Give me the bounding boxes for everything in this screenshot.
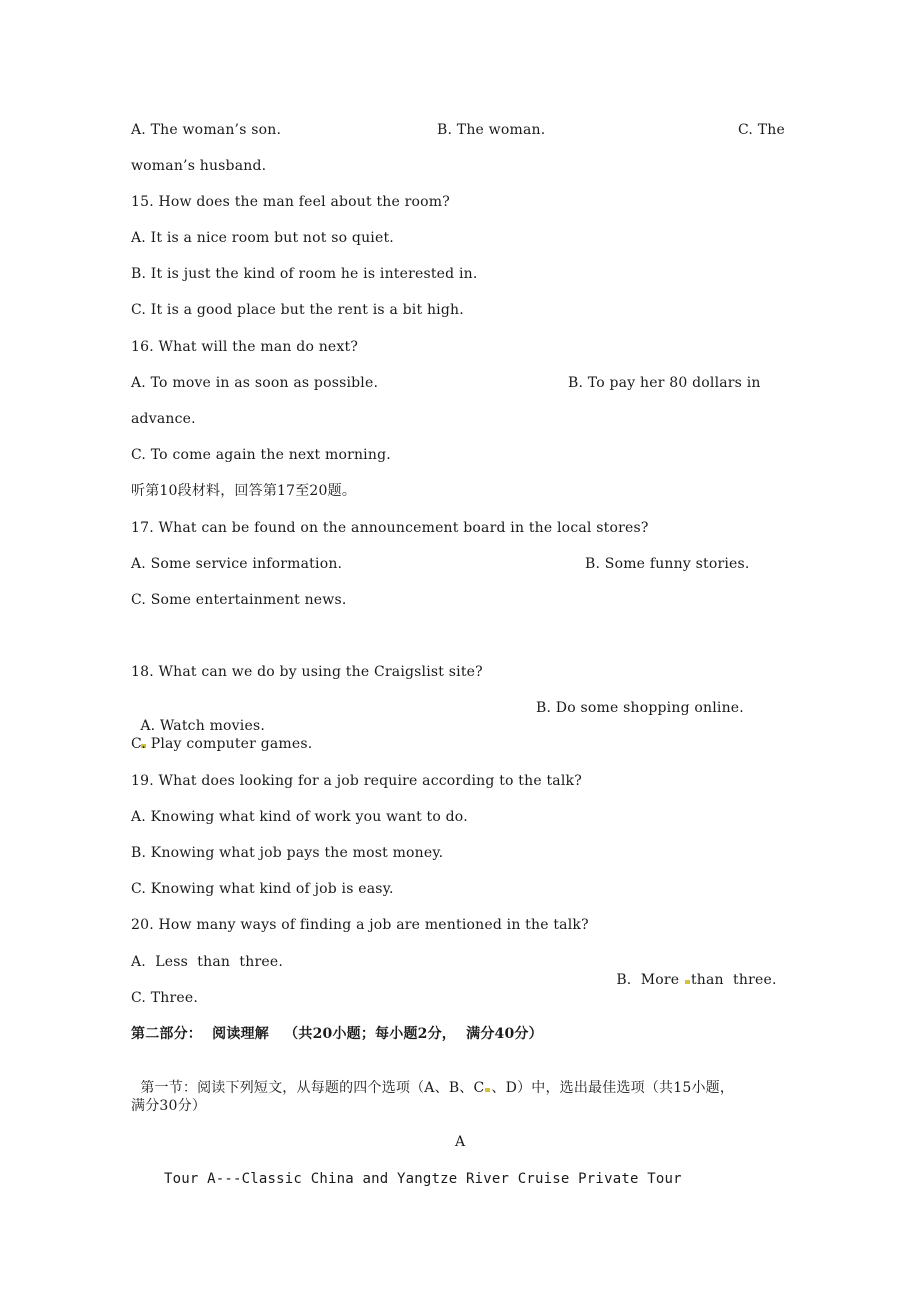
q18-option-a-text: A. Watch movies. bbox=[140, 718, 265, 734]
q14-option-c-continued: woman’s husband. bbox=[131, 158, 267, 174]
q15-option-c: C. It is a good place but the rent is a bit high. bbox=[131, 302, 464, 318]
q16-option-b-continued: advance. bbox=[131, 411, 196, 427]
section10-instruction: 听第10段材料，回答第17至20题。 bbox=[131, 483, 357, 499]
section1-instruction-part-a: 第一节：阅读下列短文，从每题的四个选项（A、B、C bbox=[140, 1080, 485, 1096]
part2-section1-instruction bbox=[131, 1061, 734, 1097]
q16-option-a: A. To move in as soon as possible. bbox=[131, 375, 379, 391]
passage-title: Tour A---Classic China and Yangtze River Cruise Private Tour bbox=[164, 1171, 682, 1187]
part2-heading: 第二部分： 阅读理解 （共20小题；每小题2分， 满分40分） bbox=[131, 1026, 543, 1042]
q20-option-b bbox=[607, 953, 777, 989]
q18-option-c: C. Play computer games. bbox=[131, 736, 313, 752]
q19-question: 19. What does looking for a job require according to the talk? bbox=[131, 773, 582, 789]
part2-section1-instruction-continued: 满分30分） bbox=[131, 1098, 207, 1114]
q15-option-a: A. It is a nice room but not so quiet. bbox=[131, 230, 394, 246]
q20-option-c: C. Three. bbox=[131, 990, 198, 1006]
q19-option-a: A. Knowing what kind of work you want to do. bbox=[131, 809, 468, 825]
q20-option-b-suffix: than three. bbox=[690, 972, 777, 988]
q14-option-c: C. The bbox=[738, 122, 785, 138]
q14-option-b: B. The woman. bbox=[437, 122, 546, 138]
q17-option-b: B. Some funny stories. bbox=[585, 556, 750, 572]
q19-option-c: C. Knowing what kind of job is easy. bbox=[131, 881, 394, 897]
q16-option-b: B. To pay her 80 dollars in bbox=[568, 375, 761, 391]
q16-question: 16. What will the man do next? bbox=[131, 339, 359, 355]
q15-option-b: B. It is just the kind of room he is interested in. bbox=[131, 266, 478, 282]
q15-question: 15. How does the man feel about the room? bbox=[131, 194, 450, 210]
q17-question: 17. What can be found on the announcement board in the local stores? bbox=[131, 520, 649, 536]
q14-option-a: A. The woman’s son. bbox=[131, 122, 282, 138]
q16-option-c: C. To come again the next morning. bbox=[131, 447, 391, 463]
q20-option-a: A. Less than three. bbox=[131, 954, 283, 970]
section1-instruction-part-b: 、D）中，选出最佳选项（共15小题， bbox=[491, 1080, 735, 1096]
q18-option-b: B. Do some shopping online. bbox=[536, 700, 744, 716]
q20-question: 20. How many ways of finding a job are mentioned in the talk? bbox=[131, 917, 589, 933]
highlight-mark bbox=[685, 980, 690, 984]
q19-option-b: B. Knowing what job pays the most money. bbox=[131, 845, 444, 861]
q17-option-a: A. Some service information. bbox=[131, 556, 343, 572]
q17-option-c: C. Some entertainment news. bbox=[131, 592, 347, 608]
q20-option-b-prefix: B. More bbox=[616, 972, 684, 988]
highlight-mark bbox=[485, 1088, 490, 1092]
passage-label: A bbox=[454, 1134, 466, 1150]
q18-question: 18. What can we do by using the Craigslist site? bbox=[131, 664, 483, 680]
